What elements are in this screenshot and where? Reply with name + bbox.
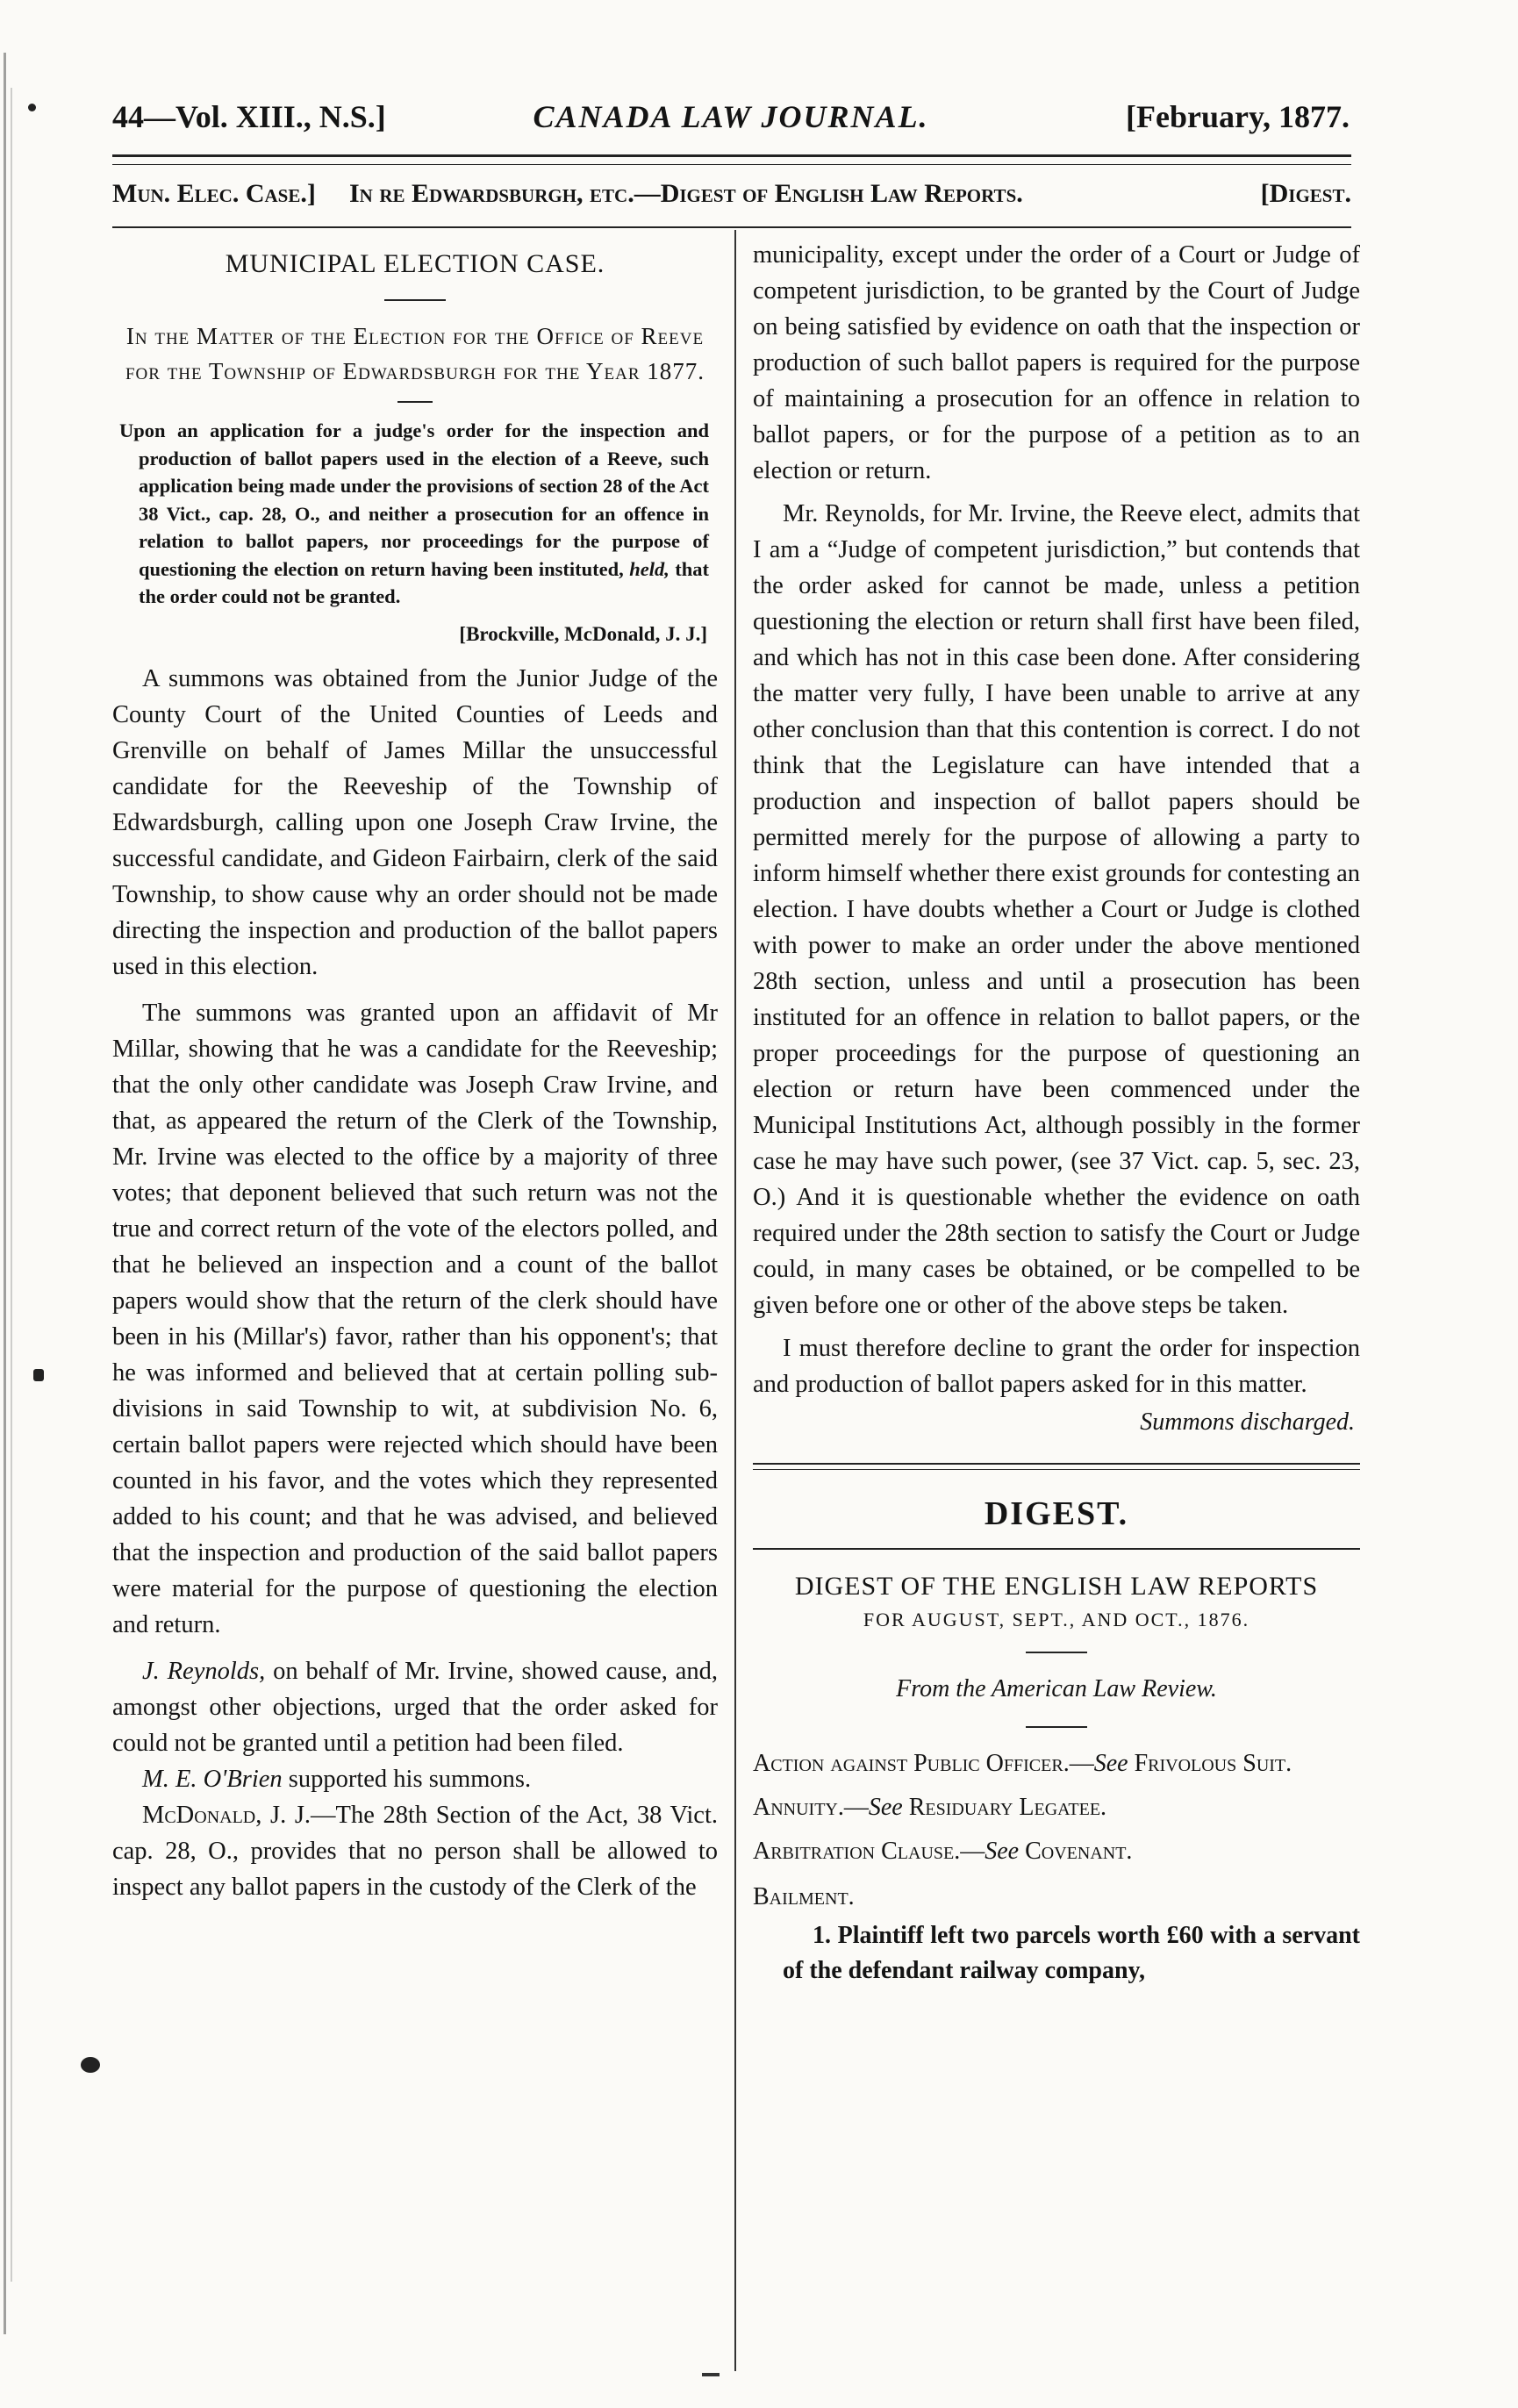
running-head (112, 98, 1350, 147)
foot-mark (702, 2373, 720, 2376)
digest-short-rule (1026, 1652, 1087, 1653)
digest-entry (753, 1835, 1360, 1868)
case-matter: In the Matter of the Election for the Office of Reeve for the Township of Edwardsburgh for the Year 1877. (125, 323, 705, 384)
subhead-left: Mun. Elec. Case.] (112, 179, 316, 208)
paragraph-text: supported his summons. (282, 1765, 532, 1793)
paragraph-affidavit: The summons was granted upon an affidavit of Mr Millar, showing that he was a candidate for the Reeveship; that the only other candidate was Joseph Craw Irvine, and that, as appeared the return of the Clerk of the Township, Mr. Irvine was elected to the office by a majority of three votes; that deponent believed that such return was not the true and correct return of the vote of the electors polled, and that he believed an inspection and a count of the ballot papers would show that the return of the clerk should have been in his (Millar's) favor, rather than his opponent's; that he was informed and believed that at certain polling sub-divisions in said Township to wit, at subdivision No. 6, certain ballot papers were rejected which should have been counted in his favor, and the votes which they represented added to his count; and that he was advised, and believed that the inspection and production of the said ballot papers were material for the purpose of questioning the election and return. (112, 999, 718, 1638)
digest-period: FOR AUGUST, SEPT., AND OCT., 1876. (863, 1609, 1250, 1630)
entry-see: See (1093, 1750, 1128, 1777)
bailment-item: 1. Plaintiff left two parcels worth £60 with a servant of the defendant railway company, (783, 1922, 1360, 1984)
left-column (112, 237, 718, 1905)
entry-see: See (985, 1838, 1020, 1865)
entry-ref: Frivolous Suit. (1128, 1750, 1292, 1777)
title-rule (384, 299, 446, 301)
section-subhead (112, 179, 1351, 219)
judge-name: McDonald, J. J. (142, 1801, 311, 1829)
digest-source: From the American Law Review. (896, 1675, 1217, 1702)
subhead-right: [Digest. (1260, 179, 1351, 208)
paragraph-obrien (112, 1761, 718, 1797)
paragraph-summons: A summons was obtained from the Junior Judge of the County Court of the United Counties of Leeds and Grenville on behalf of James Millar the unsuccessful candidate for the Reeveship of the Township of Edwardsburgh, calling upon one Joseph Craw Irvine, the successful candidate, and Gideon Fairbairn, clerk of the said Township, to show cause why an order should not be made directing the inspection and production of the ballot papers used in this election. (112, 664, 718, 980)
digest-entry (753, 1791, 1360, 1824)
margin-dot (28, 104, 36, 111)
subhead-rule (112, 226, 1351, 228)
case-result: Summons discharged. (1140, 1408, 1355, 1436)
headnote-text: Upon an application for a judge's order for the inspection and production of ballot papers used in the election of a Reeve, such application being made under the provisions of section 28 of the Act 38 Vict., cap. 28, O., and neither a prosecution for an offence in relation to ballot papers, nor proceedings for the purpose of questioning the election on return having been instituted, (119, 419, 709, 580)
digest-short-rule (1026, 1726, 1087, 1728)
headnote (116, 417, 709, 611)
paragraph-judgment-cont: municipality, except under the order of a Court or Judge of competent jurisdiction, to be granted by the Court of Judge on being satisfied by evidence on oath that the inspection or production of such ballot papers is required for the purpose of maintaining a prosecution for an offence in relation to ballot papers, or for the purpose of a petition as to an election or return. (753, 241, 1360, 484)
digest-heading-bailment: Bailment. (753, 1883, 855, 1910)
headnote-held: held, (629, 557, 669, 580)
margin-dot (33, 1369, 44, 1381)
entry-head: Arbitration Clause.— (753, 1838, 985, 1865)
digest-subtitle: DIGEST OF THE ENGLISH LAW REPORTS (794, 1572, 1319, 1601)
digest-entry (753, 1747, 1360, 1781)
paragraph-reasoning: Mr. Reynolds, for Mr. Irvine, the Reeve elect, admits that I am a “Judge of competent jurisdiction,” but contends that the order asked for cannot be made, unless a petition questioning the election or return shall first have been filed, and which has not in this case been done. After considering the matter very fully, I have been unable to arrive at any other conclusion than that this contention is correct. I do not think that the Legislature can have intended that a production and inspection of ballot papers should be permitted merely for the purpose of allowing a party to inform himself whether there exist grounds for contesting an election. I have doubts whether a Court or Judge is clothed with power to make an order under the above mentioned 28th section, unless and until a prosecution has been instituted for an offence in relation to ballot papers, or the proper proceedings for the purpose of questioning an election or return have been commenced under the Municipal Institutions Act, although possibly in the former case he may have such power, (see 37 Vict. cap. 5, sec. 23, O.) And it is questionable whether the evidence on oath required under the 28th section to satisfy the Court or Judge could, in many cases be obtained, or be compelled to be given before one or other of the above steps be taken. (753, 500, 1360, 1319)
digest-title-rule (753, 1548, 1360, 1550)
entry-ref: Residuary Legatee. (902, 1794, 1107, 1821)
scan-edge-shadow (4, 53, 6, 2334)
case-citation: [Brockville, McDonald, J. J.] (459, 622, 707, 645)
entry-head: Annuity.— (753, 1794, 869, 1821)
counsel-name: J. Reynolds, (142, 1657, 266, 1685)
entry-ref: Covenant. (1019, 1838, 1133, 1865)
paragraph-reynolds (112, 1653, 718, 1761)
journal-title: CANADA LAW JOURNAL. (533, 99, 929, 134)
subhead-center: In re Edwardsburgh, etc.—Digest of English Law Reports. (349, 179, 1023, 208)
right-column (753, 237, 1360, 1989)
case-title: MUNICIPAL ELECTION CASE. (225, 249, 605, 278)
counsel-name: M. E. O'Brien (142, 1765, 283, 1793)
margin-blot (81, 2057, 100, 2073)
paragraph-text: —The 28th Section of the Act, 38 Vict. cap. 28, O., provides that no person shall be allowed to inspect any ballot papers in the custody of the Clerk of the (112, 1801, 718, 1901)
issue-date: [February, 1877. (1126, 99, 1350, 134)
entry-see: See (868, 1794, 903, 1821)
paragraph-text: on behalf of Mr. Irvine, showed cause, and, amongst other objections, urged that the order asked for could not be granted until a petition had been filed. (112, 1657, 718, 1757)
paragraph-judgment (112, 1797, 718, 1905)
scan-edge-shadow-inner (11, 88, 12, 2282)
headnote-text-end: that the order could not be granted. (139, 557, 710, 607)
digest-rule (753, 1463, 1360, 1470)
entry-head: Action against Public Officer.— (753, 1750, 1094, 1777)
header-rule (112, 154, 1351, 165)
column-divider (734, 230, 736, 2371)
digest-title: DIGEST. (984, 1495, 1129, 1532)
matter-rule (397, 401, 433, 403)
page-volume: 44—Vol. XIII., N.S.] (112, 99, 386, 134)
paragraph-decision: I must therefore decline to grant the order for inspection and production of ballot papers asked for in this matter. (753, 1335, 1360, 1398)
